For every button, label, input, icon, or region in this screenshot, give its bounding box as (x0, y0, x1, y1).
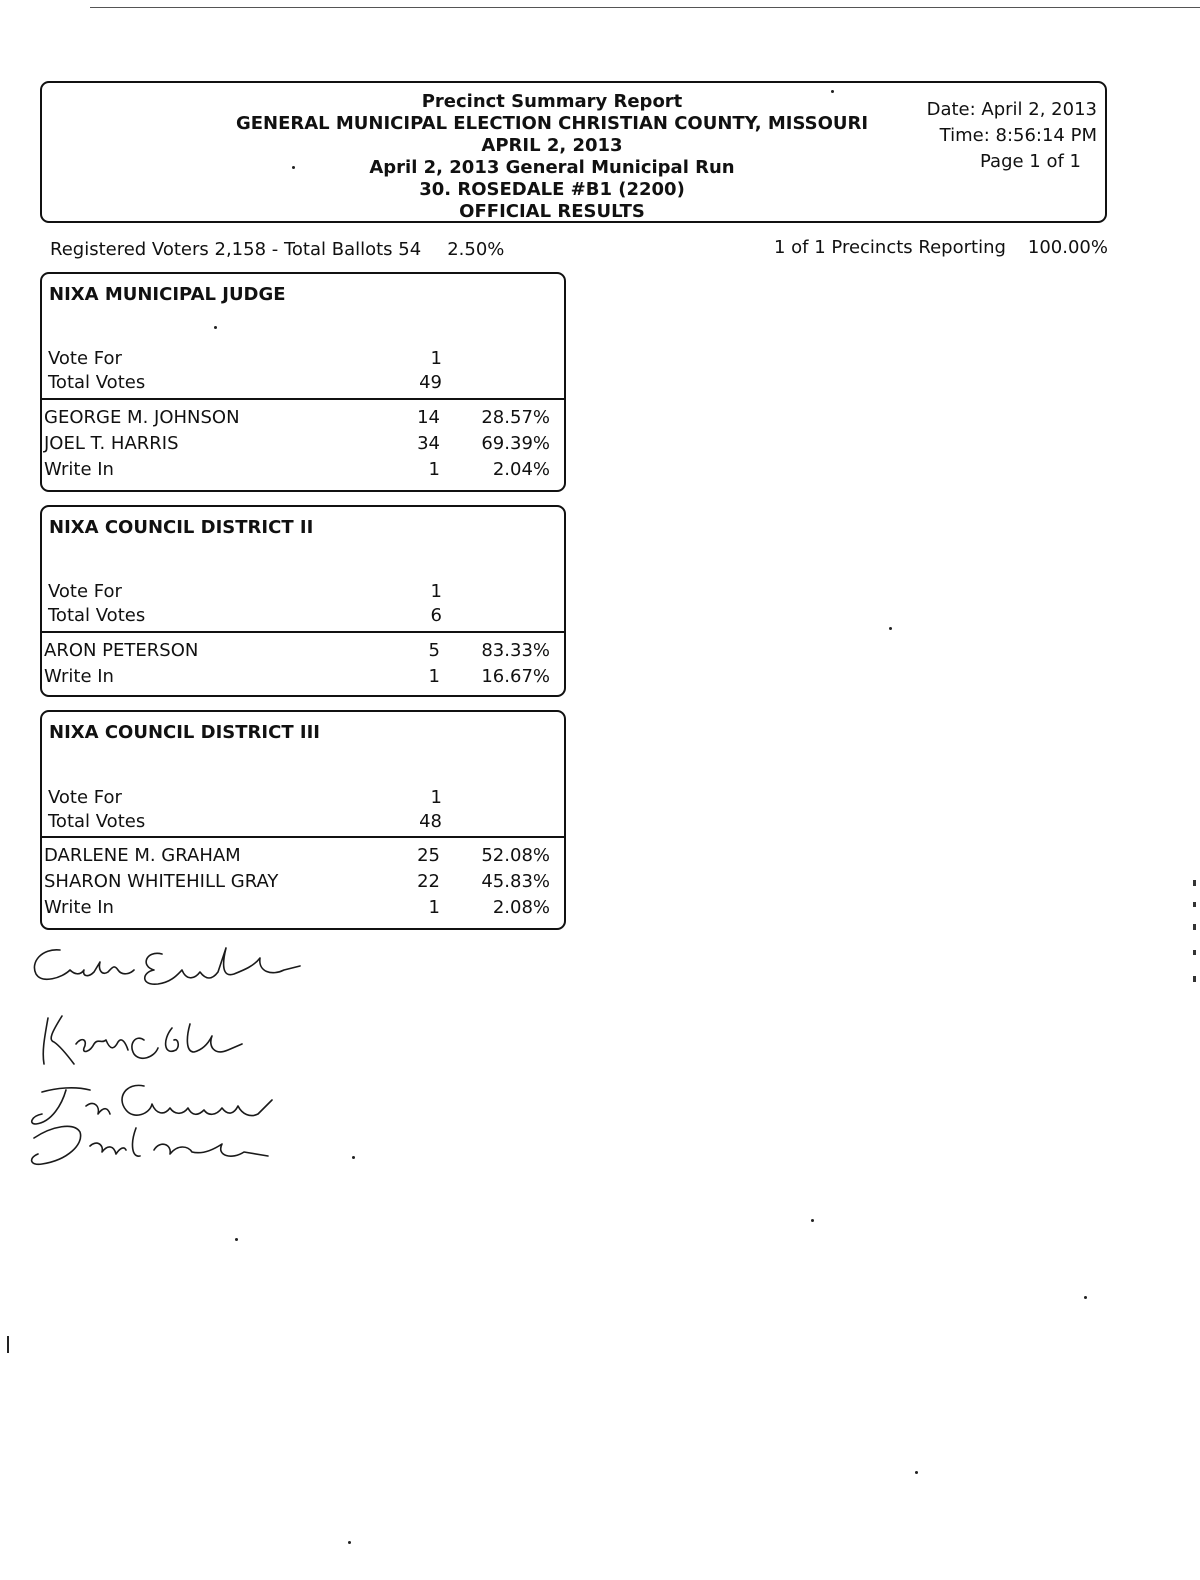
contest-divider (42, 398, 564, 400)
election-name: GENERAL MUNICIPAL ELECTION CHRISTIAN COUNTY, MISSOURI (235, 113, 869, 134)
candidate-name: Write In (44, 666, 114, 687)
candidate-percent: 69.39% (481, 433, 550, 454)
candidate-votes: 5 (428, 640, 440, 661)
report-date: Date: April 2, 2013 (926, 99, 1097, 120)
candidate-percent: 2.08% (492, 897, 550, 918)
candidate-row (44, 664, 550, 690)
candidate-row (44, 457, 550, 483)
candidate-name: SHARON WHITEHILL GRAY (44, 871, 279, 892)
total-votes-row (48, 604, 442, 628)
candidate-row (44, 869, 550, 895)
candidate-percent: 52.08% (481, 845, 550, 866)
candidate-name: Write In (44, 897, 114, 918)
vote-for-label: Vote For (48, 348, 122, 369)
scan-edge-dashes (1193, 880, 1196, 1000)
precincts-summary (774, 237, 1108, 258)
scan-speck (811, 1219, 814, 1222)
signature-4 (32, 1126, 268, 1164)
results-status: OFFICIAL RESULTS (459, 201, 645, 222)
scan-speck (235, 1238, 238, 1241)
report-time: Time: 8:56:14 PM (939, 125, 1097, 146)
candidate-votes: 22 (417, 871, 440, 892)
candidate-votes: 25 (417, 845, 440, 866)
signature-2 (43, 1016, 242, 1064)
report-header (40, 81, 1107, 223)
vote-for-value: 1 (430, 787, 442, 808)
contest-divider (42, 836, 564, 838)
candidate-percent: 2.04% (492, 459, 550, 480)
candidate-votes: 34 (417, 433, 440, 454)
vote-for-label: Vote For (48, 787, 122, 808)
candidate-list (44, 405, 550, 483)
report-title-block (42, 91, 1062, 223)
precincts-reporting: 1 of 1 Precincts Reporting (774, 237, 1006, 258)
scan-top-edge (90, 7, 1200, 8)
candidate-row (44, 895, 550, 921)
contest-meta (48, 347, 442, 395)
contest-title: NIXA COUNCIL DISTRICT III (49, 722, 320, 743)
total-votes-value: 48 (419, 811, 442, 832)
report-title: Precinct Summary Report (421, 91, 683, 112)
registered-voters: Registered Voters 2,158 - Total Ballots 54 (50, 239, 422, 260)
vote-for-row (48, 786, 442, 810)
scan-speck (831, 90, 834, 93)
candidate-row (44, 405, 550, 431)
candidate-list (44, 843, 550, 921)
signature-3 (32, 1085, 272, 1124)
contest-title: NIXA COUNCIL DISTRICT II (49, 517, 314, 538)
scan-speck (292, 166, 295, 169)
total-votes-label: Total Votes (48, 605, 146, 626)
contest-meta (48, 786, 442, 834)
contest-box (40, 710, 566, 930)
signature-1 (34, 948, 300, 984)
scan-edge-mark (7, 1336, 9, 1353)
scan-speck (348, 1541, 351, 1544)
candidate-list (44, 638, 550, 690)
total-votes-row (48, 810, 442, 834)
candidate-votes: 1 (428, 897, 440, 918)
total-votes-label: Total Votes (48, 372, 146, 393)
scan-speck (214, 326, 217, 329)
vote-for-row (48, 580, 442, 604)
contest-meta (48, 580, 442, 628)
candidate-percent: 28.57% (481, 407, 550, 428)
candidate-name: GEORGE M. JOHNSON (44, 407, 240, 428)
page-number: Page 1 of 1 (980, 151, 1081, 172)
signatures (22, 940, 322, 1170)
candidate-name: Write In (44, 459, 114, 480)
scan-speck (1084, 1296, 1087, 1299)
run-name: April 2, 2013 General Municipal Run (369, 157, 735, 178)
vote-for-label: Vote For (48, 581, 122, 602)
scan-speck (889, 627, 892, 630)
contest-title: NIXA MUNICIPAL JUDGE (49, 284, 286, 305)
precincts-percent: 100.00% (1027, 237, 1108, 258)
election-date: APRIL 2, 2013 (481, 135, 623, 156)
candidate-percent: 45.83% (481, 871, 550, 892)
candidate-votes: 1 (428, 459, 440, 480)
candidate-percent: 83.33% (481, 640, 550, 661)
contest-divider (42, 631, 564, 633)
candidate-name: JOEL T. HARRIS (44, 433, 179, 454)
report-meta (927, 97, 1097, 175)
vote-for-value: 1 (430, 348, 442, 369)
vote-for-value: 1 (430, 581, 442, 602)
contest-box (40, 505, 566, 697)
contest-box (40, 272, 566, 492)
candidate-row (44, 638, 550, 664)
total-votes-label: Total Votes (48, 811, 146, 832)
vote-for-row (48, 347, 442, 371)
scan-speck (915, 1471, 918, 1474)
precinct-name: 30. ROSEDALE #B1 (2200) (419, 179, 685, 200)
candidate-votes: 14 (417, 407, 440, 428)
total-votes-value: 6 (430, 605, 442, 626)
total-votes-value: 49 (419, 372, 442, 393)
total-votes-row (48, 371, 442, 395)
turnout-summary (50, 239, 504, 260)
candidate-row (44, 431, 550, 457)
turnout-percent: 2.50% (447, 239, 505, 260)
candidate-name: ARON PETERSON (44, 640, 199, 661)
candidate-votes: 1 (428, 666, 440, 687)
scan-speck (352, 1156, 355, 1159)
candidate-name: DARLENE M. GRAHAM (44, 845, 241, 866)
candidate-row (44, 843, 550, 869)
candidate-percent: 16.67% (481, 666, 550, 687)
